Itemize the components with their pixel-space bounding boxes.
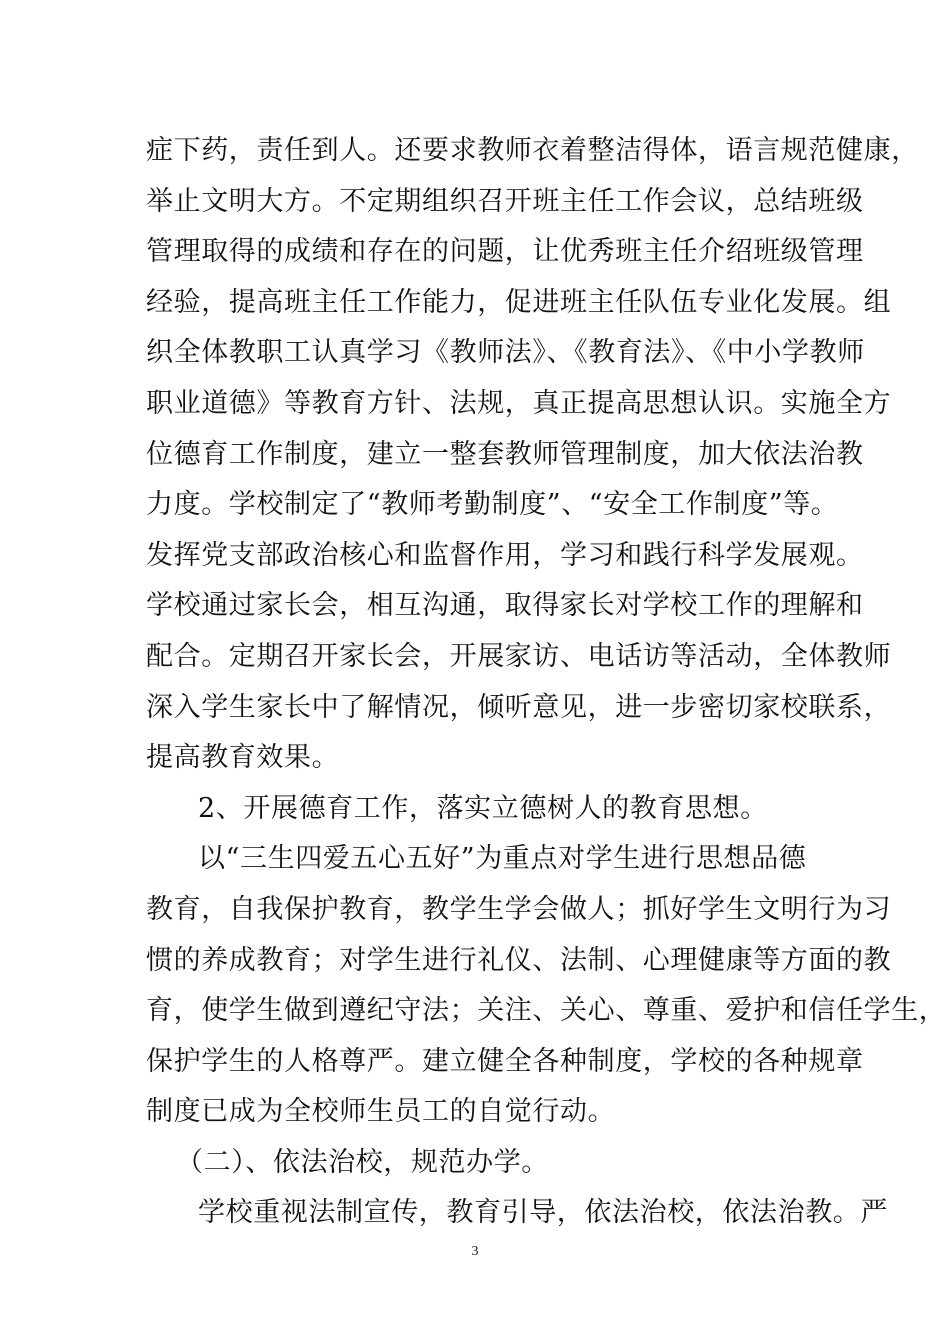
- text-line: 管理取得的成绩和存在的问题，让优秀班主任介绍班级管理: [146, 236, 864, 268]
- text-line: 深入学生家长中了解情况，倾听意见，进一步密切家校联系，: [146, 691, 892, 723]
- text-line: 职业道德》等教育方针、法规，真正提高思想认识。实施全方: [146, 387, 892, 419]
- body-text: [146, 126, 947, 1239]
- paragraph-start: 学校重视法制宣传，教育引导，依法治校，依法治教。严: [198, 1197, 888, 1229]
- section-heading: 2、开展德育工作，落实立德树人的教育思想。: [198, 792, 768, 824]
- text-line: 位德育工作制度，建立一整套教师管理制度，加大依法治教: [146, 438, 864, 470]
- text-line: 发挥党支部政治核心和监督作用，学习和践行科学发展观。: [146, 539, 864, 571]
- page-number: 3: [471, 1244, 479, 1259]
- text-line: 制度已成为全校师生员工的自觉行动。: [146, 1096, 616, 1128]
- text-line: 力度。学校制定了“教师考勤制度”、“安全工作制度”等。: [146, 489, 839, 521]
- text-line: 提高教育效果。: [146, 742, 340, 774]
- text-line: 经验，提高班主任工作能力，促进班主任队伍专业化发展。组: [146, 286, 892, 318]
- text-line: 学校通过家长会，相互沟通，取得家长对学校工作的理解和: [146, 590, 864, 622]
- text-line: 惯的养成教育；对学生进行礼仪、法制、心理健康等方面的教: [146, 944, 892, 976]
- text-line: 症下药，责任到人。还要求教师衣着整洁得体，语言规范健康，: [146, 135, 919, 166]
- text-line: 举止文明大方。不定期组织召开班主任工作会议，总结班级: [146, 185, 864, 217]
- text-line: 育，使学生做到遵纪守法；关注、关心、尊重、爱护和信任学生，: [146, 995, 947, 1027]
- text-line: 配合。定期召开家长会，开展家访、电话访等活动，全体教师: [146, 640, 892, 672]
- paragraph-start: 以“三生四爱五心五好”为重点对学生进行思想品德: [198, 843, 807, 875]
- section-heading: （二）、依法治校，规范办学。: [176, 1146, 549, 1178]
- text-line: 保护学生的人格尊严。建立健全各种制度，学校的各种规章: [146, 1045, 864, 1077]
- text-line: 教育，自我保护教育，教学生学会做人；抓好学生文明行为习: [146, 893, 892, 925]
- text-line: 织全体教职工认真学习《教师法》、《教育法》、《中小学教师: [146, 337, 865, 369]
